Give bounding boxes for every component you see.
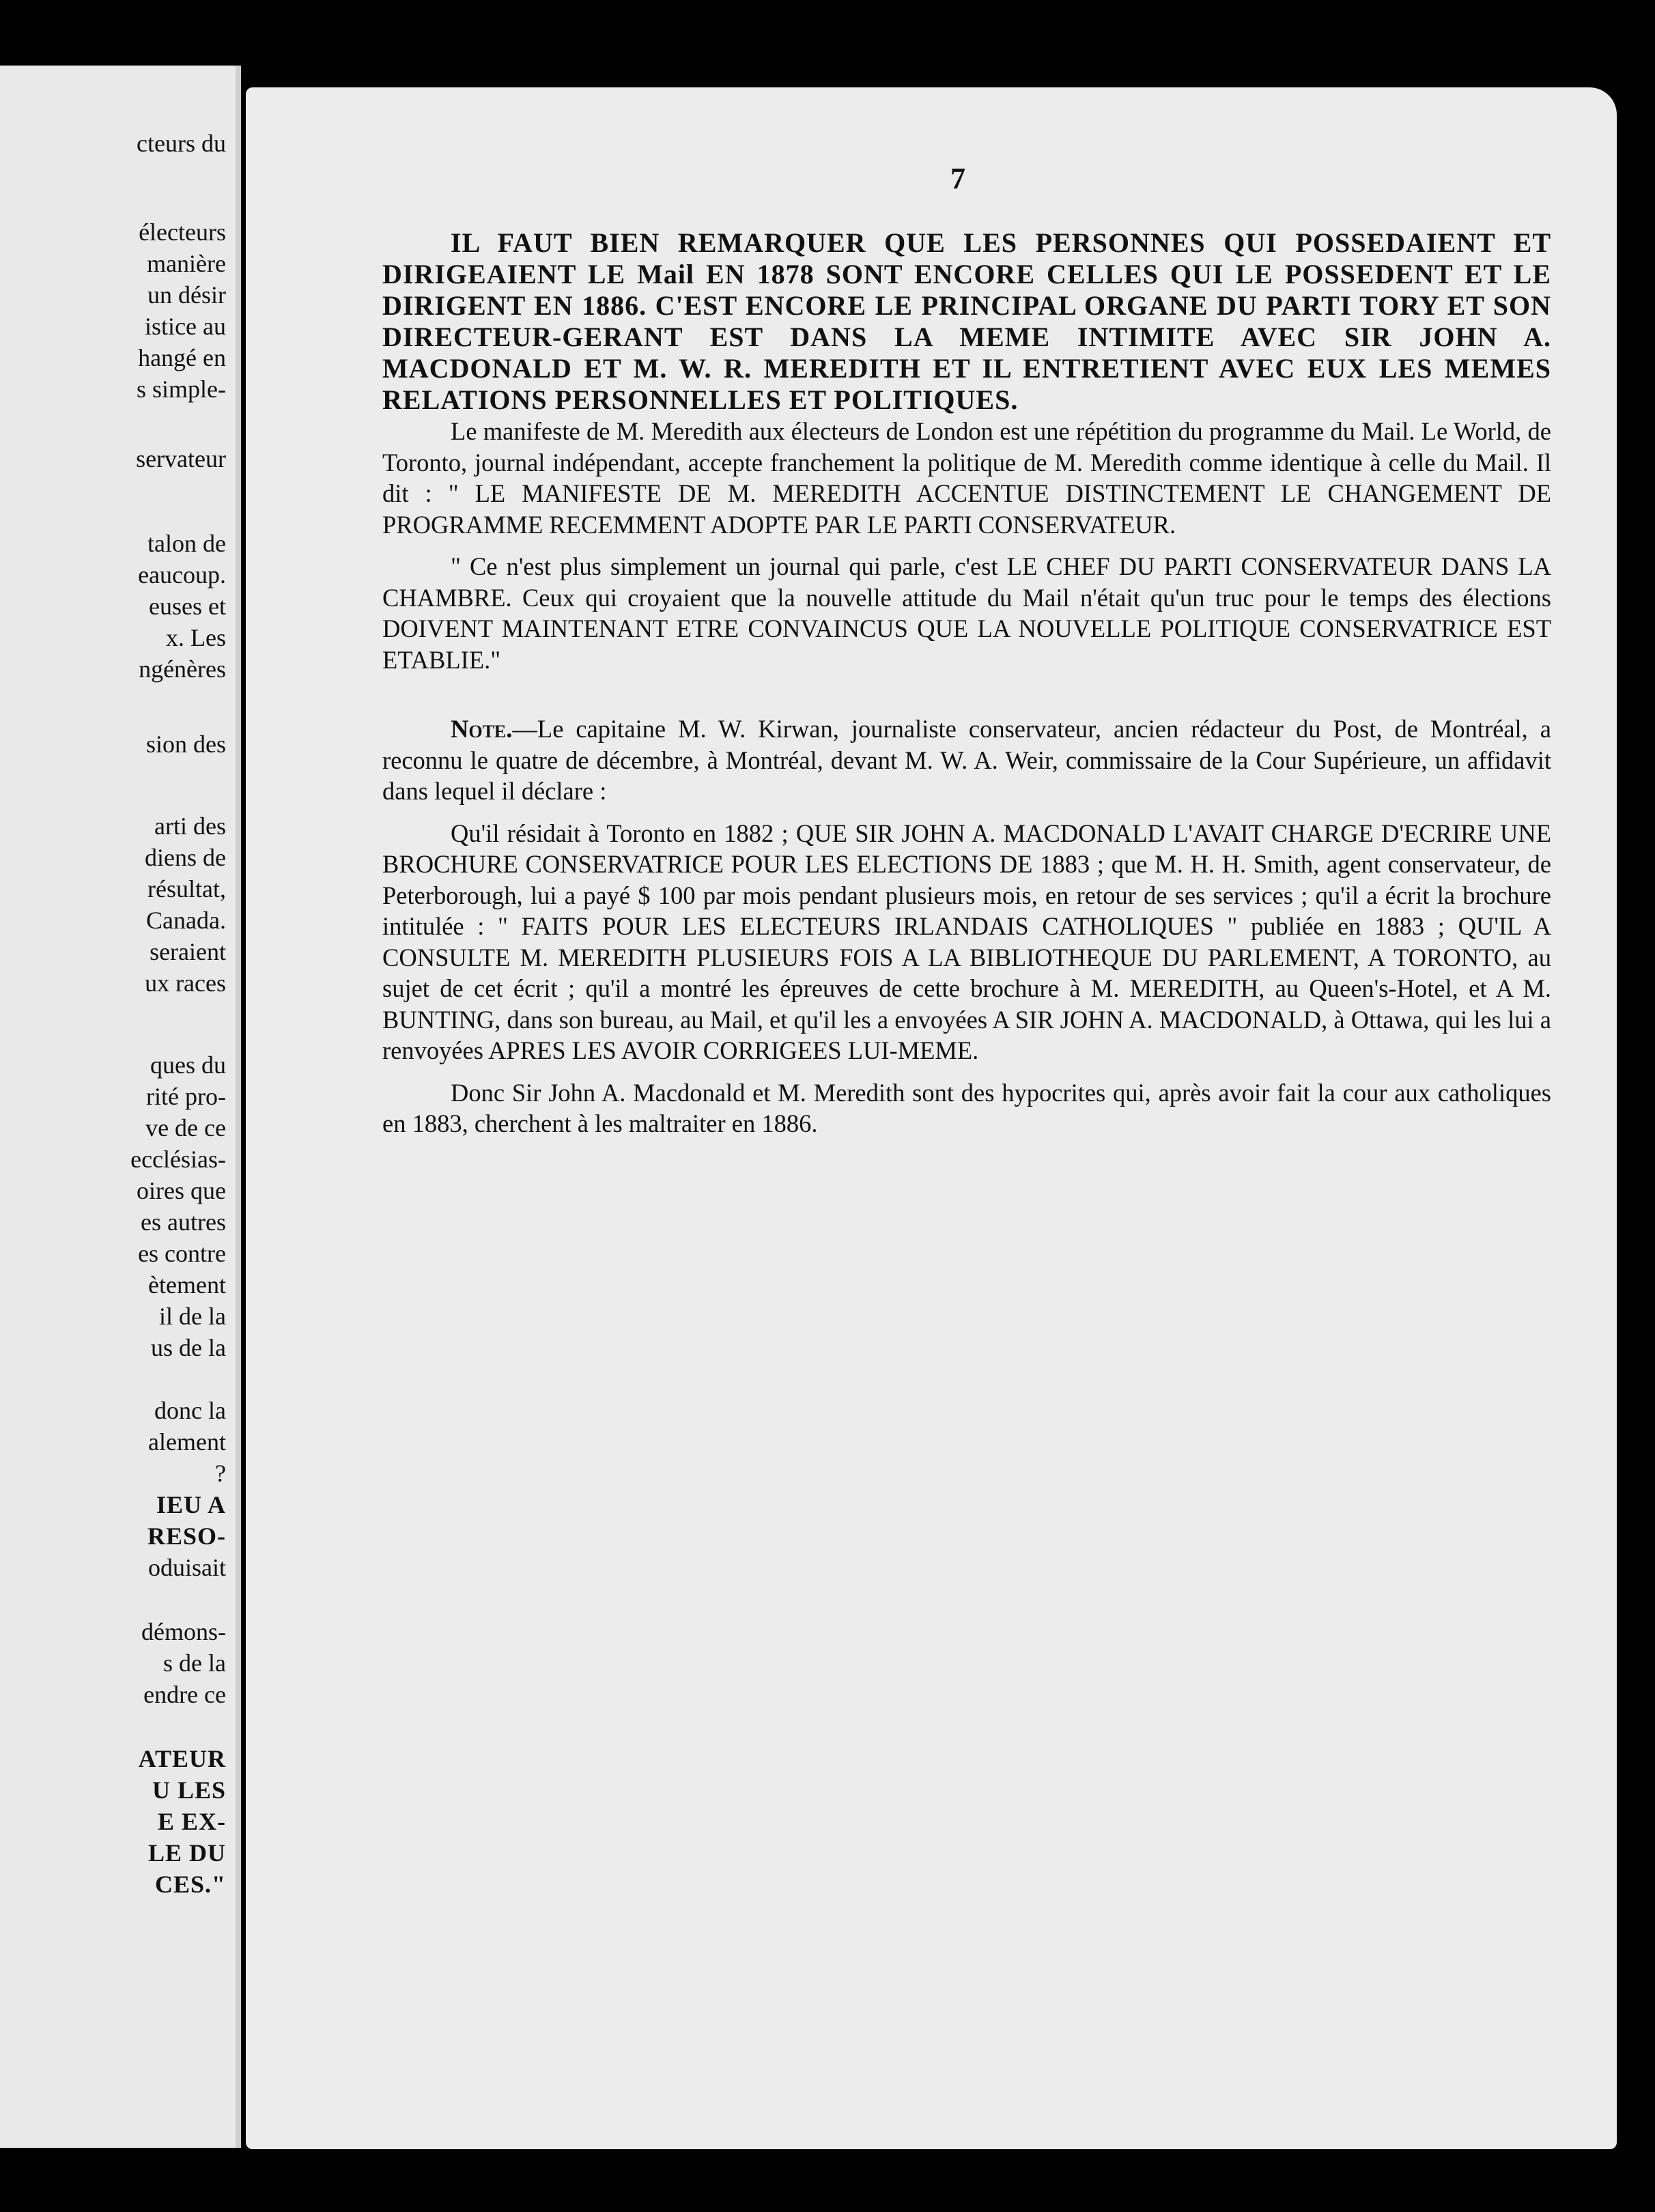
page-content: [382, 227, 1551, 1139]
left-page-line: es autres: [141, 1208, 226, 1236]
left-page-line: ATEUR: [138, 1745, 226, 1772]
left-page-line: RESO-: [147, 1522, 226, 1550]
left-page-line: donc la: [154, 1397, 226, 1424]
paragraph-mail-ownership: IL FAUT BIEN REMARQUER QUE LES PERSONNES QUI POSSEDAIENT ET DIRIGEAIENT LE Mail EN 1878 SONT ENCORE CELLES QUI LE POSSEDENT ET LE DIRIGENT EN 1886. C'EST ENCORE LE PRINCIPAL ORGANE DU PARTI TORY ET SON DIRECTEUR-GERANT EST DANS LA MEME INTIMITE AVEC SIR JOHN A. MACDONALD ET M. W. R. MEREDITH ET IL ENTRETIENT AVEC EUX LES MEMES RELATIONS PERSONNELLES ET POLITIQUES.: [382, 227, 1551, 415]
left-page-line: ecclésias-: [130, 1146, 226, 1173]
left-page-line: U LES: [152, 1776, 226, 1804]
left-page-line: hangé en: [138, 344, 226, 371]
note-label: Note.: [451, 715, 513, 743]
paragraph-chef-du-parti: " Ce n'est plus simplement un journal qui parle, c'est LE CHEF DU PARTI CONSERVATEUR DANS LA CHAMBRE. Ceux qui croyaient que la nouvelle attitude du Mail n'était qu'un truc pour le temps des élections DOIVENT MAINTENANT ETRE CONVAINCUS QUE LA NOUVELLE POLITIQUE CONSERVATRICE EST ETABLIE.": [382, 552, 1551, 674]
left-page-line: démons-: [141, 1618, 226, 1645]
paragraph-conclusion: Donc Sir John A. Macdonald et M. Meredith sont des hypocrites qui, après avoir fait la cour aux catholiques en 1883, cherchent à les maltraiter en 1886.: [382, 1078, 1551, 1137]
left-page-line: es contre: [138, 1240, 226, 1267]
left-page-line: ve de ce: [145, 1114, 226, 1142]
left-page-line: endre ce: [143, 1681, 226, 1708]
left-page-line: IEU A: [156, 1491, 226, 1518]
left-page-line: oduisait: [148, 1554, 226, 1581]
main-page: [246, 87, 1617, 2149]
left-page-line: us de la: [151, 1334, 226, 1361]
paragraph-note: [382, 713, 1551, 807]
left-page-line: cteurs du: [137, 130, 226, 157]
left-page-line: euses et: [149, 593, 226, 620]
left-page-line: CES.": [154, 1871, 226, 1898]
page-number: 7: [950, 162, 965, 195]
left-page-line: un désir: [147, 281, 226, 309]
paragraph-manifeste: Le manifeste de M. Meredith aux électeurs de London est une répétition du programme du Mail. Le World, de Toronto, journal indépendant, accepte franchement la politique de M. Meredith comme identique à celle du Mail. Il dit : " LE MANIFESTE DE M. MEREDITH ACCENTUE DISTINCTEMENT LE CHANGEMENT DE PROGRAMME RECEMMENT ADOPTE PAR LE PARTI CONSERVATEUR.: [382, 417, 1551, 539]
left-page-line: oires que: [137, 1177, 226, 1204]
left-page-line: LE DU: [147, 1839, 226, 1867]
left-page-line: rité pro-: [146, 1083, 226, 1110]
left-page-line: x. Les: [166, 624, 226, 651]
left-page-line: manière: [147, 250, 226, 277]
left-page-line: ?: [215, 1460, 226, 1487]
left-page-line: sion des: [146, 731, 226, 758]
left-page-line: alement: [148, 1428, 226, 1456]
left-page-line: servateur: [136, 445, 226, 472]
left-page-line: talon de: [147, 530, 226, 557]
left-page-line: ques du: [150, 1051, 226, 1079]
left-page-line: istice au: [145, 313, 226, 340]
paragraph-affidavit: Qu'il résidait à Toronto en 1882 ; QUE SIR JOHN A. MACDONALD L'AVAIT CHARGE D'ECRIRE UNE BROCHURE CONSERVATRICE POUR LES ELECTIONS DE 1883 ; que M. H. H. Smith, agent conservateur, de Peterborough, lui a payé $ 100 par mois pendant plusieurs mois, en retour de ses services ; qu'il a écrit la brochure intitulée : " FAITS POUR LES ELECTEURS IRLANDAIS CATHOLIQUES " publiée en 1883 ; QU'IL A CONSULTE M. MEREDITH PLUSIEURS FOIS A LA BIBLIOTHEQUE DU PARLEMENT, A TORONTO, au sujet de cet écrit ; qu'il a montré les épreuves de cette brochure à M. MEREDITH, au Queen's-Hotel, et A M. BUNTING, dans son bureau, au Mail, et qu'il les a envoyées A SIR JOHN A. MACDONALD, à Ottawa, qui les lui a renvoyées APRES LES AVOIR CORRIGEES LUI-MEME.: [382, 819, 1551, 1064]
left-page-line: il de la: [159, 1303, 226, 1330]
left-page-line: ètement: [148, 1271, 226, 1299]
left-page-line: eaucoup.: [138, 561, 226, 589]
left-page-line: E EX-: [157, 1808, 226, 1835]
left-page-line: diens de: [145, 844, 226, 871]
note-text: —Le capitaine M. W. Kirwan, journaliste conservateur, ancien rédacteur du Post, de Montréal, a reconnu le quatre de décembre, à Montréal, devant M. W. A. Weir, commissaire de la Cour Supérieure, un affidavit dans lequel il déclare :: [382, 715, 1551, 805]
left-page-line: ux races: [145, 969, 226, 997]
left-page-line: résultat,: [147, 875, 226, 903]
left-page-line: ngénères: [139, 655, 226, 683]
left-page-line: arti des: [154, 812, 226, 840]
left-page-line: s de la: [163, 1649, 226, 1677]
left-page-line: électeurs: [139, 218, 226, 246]
left-page-line: Canada.: [146, 907, 226, 934]
left-facing-page: [0, 66, 241, 2148]
left-page-line: s simple-: [137, 375, 226, 403]
left-page-line: seraient: [150, 938, 226, 965]
